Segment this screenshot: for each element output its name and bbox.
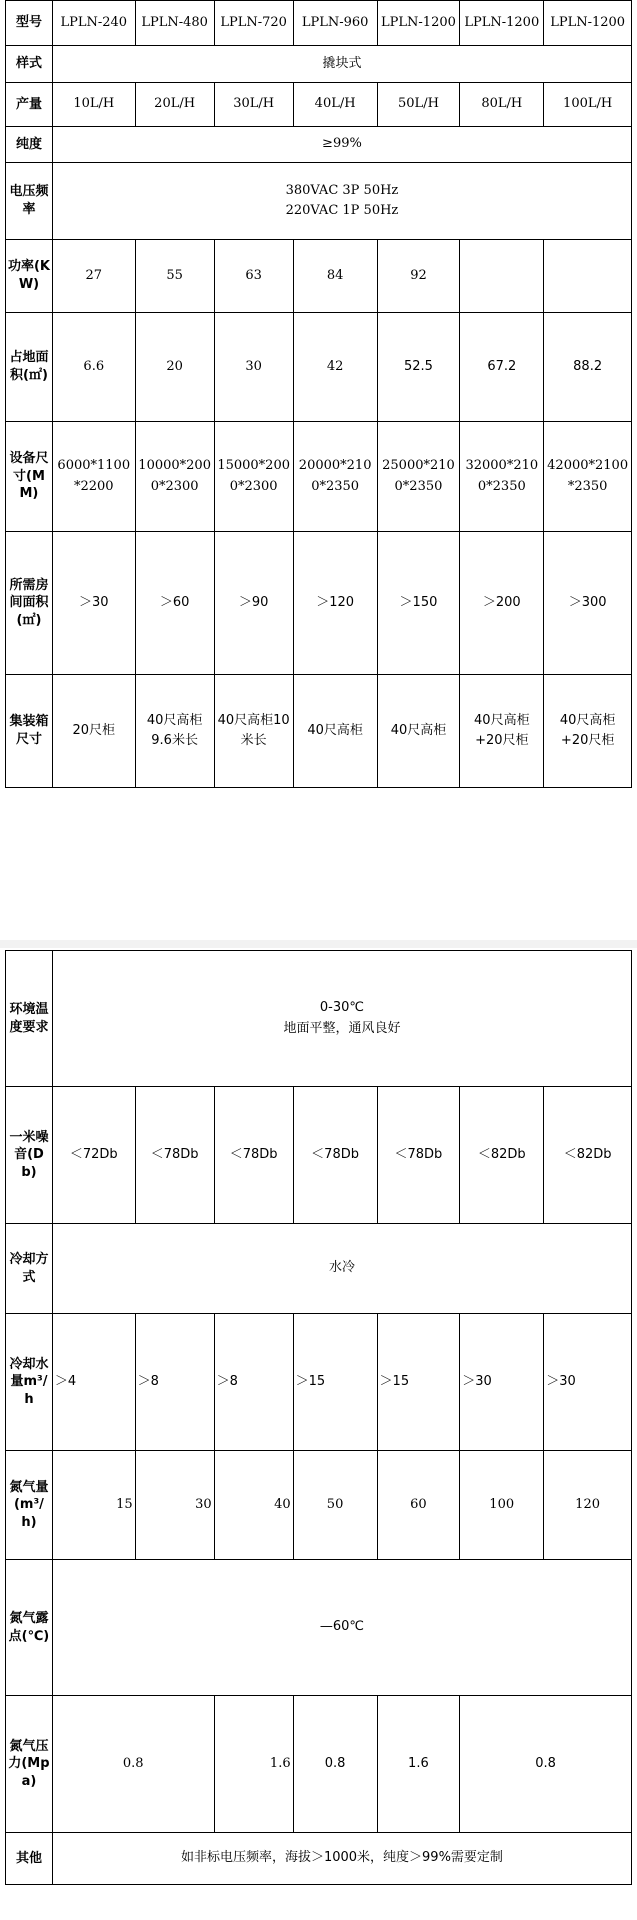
room-area-cell: ＞200 [460, 532, 544, 675]
label-container: 集装箱尺寸 [6, 675, 53, 788]
label-voltage: 电压频率 [6, 163, 53, 240]
nitrogen-pressure-cell: 1.6 [214, 1696, 293, 1833]
row-nitrogen-pressure [6, 1696, 632, 1833]
cooling-water-cell: ＞15 [377, 1314, 460, 1451]
row-room-area [6, 532, 632, 675]
label-dew-point: 氮气露点(℃) [6, 1560, 53, 1696]
output-cell: 10L/H [52, 83, 135, 127]
cooling-water-cell: ＞30 [460, 1314, 544, 1451]
label-dimensions: 设备尺寸(MM) [6, 422, 53, 532]
label-cooling-water: 冷却水量m³/h [6, 1314, 53, 1451]
voltage-line-1: 380VAC 3P 50Hz [285, 182, 399, 198]
power-cell: 92 [377, 240, 460, 313]
noise-cell: ＜72Db [52, 1087, 135, 1224]
area-cell: 42 [293, 313, 377, 422]
environment-line-1: 0-30℃ [319, 1000, 364, 1016]
power-cell [460, 240, 544, 313]
output-cell: 50L/H [377, 83, 460, 127]
label-purity: 纯度 [6, 127, 53, 163]
label-nitrogen-pressure: 氮气压力(Mpa) [6, 1696, 53, 1833]
row-power [6, 240, 632, 313]
label-style: 样式 [6, 46, 53, 83]
model-cell: LPLN-960 [293, 1, 377, 46]
room-area-cell: ＞90 [214, 532, 293, 675]
model-cell: LPLN-1200 [460, 1, 544, 46]
label-power: 功率(KW) [6, 240, 53, 313]
page-break-divider [0, 940, 637, 948]
row-nitrogen-volume [6, 1451, 632, 1560]
container-cell: 40尺高柜+20尺柜 [544, 675, 632, 788]
cooling-method-value: 水冷 [52, 1224, 631, 1314]
row-voltage [6, 163, 632, 240]
noise-cell: ＜82Db [544, 1087, 632, 1224]
nitrogen-volume-cell: 120 [544, 1451, 632, 1560]
dew-point-value: —60℃ [52, 1560, 631, 1696]
label-model: 型号 [6, 1, 53, 46]
room-area-cell: ＞300 [544, 532, 632, 675]
label-output: 产量 [6, 83, 53, 127]
cooling-water-cell: ＞15 [293, 1314, 377, 1451]
model-cell: LPLN-1200 [377, 1, 460, 46]
noise-cell: ＜78Db [377, 1087, 460, 1224]
output-cell: 100L/H [544, 83, 632, 127]
row-dimensions [6, 422, 632, 532]
cooling-water-cell: ＞8 [214, 1314, 293, 1451]
voltage-value [52, 163, 631, 240]
room-area-cell: ＞150 [377, 532, 460, 675]
area-cell: 52.5 [377, 313, 460, 422]
container-cell: 40尺高柜+20尺柜 [460, 675, 544, 788]
area-cell: 30 [214, 313, 293, 422]
row-dew-point [6, 1560, 632, 1696]
cooling-water-cell: ＞30 [544, 1314, 632, 1451]
area-cell: 20 [135, 313, 214, 422]
row-output [6, 83, 632, 127]
purity-value: ≥99% [52, 127, 631, 163]
container-cell: 40尺高柜 [293, 675, 377, 788]
model-cell: LPLN-720 [214, 1, 293, 46]
nitrogen-pressure-cell: 0.8 [52, 1696, 214, 1833]
noise-cell: ＜78Db [135, 1087, 214, 1224]
power-cell: 63 [214, 240, 293, 313]
noise-cell: ＜78Db [293, 1087, 377, 1224]
room-area-cell: ＞30 [52, 532, 135, 675]
environment-value [52, 951, 631, 1087]
label-noise: 一米噪音(Db) [6, 1087, 53, 1224]
label-other: 其他 [6, 1833, 53, 1885]
row-environment [6, 951, 632, 1087]
row-noise [6, 1087, 632, 1224]
room-area-cell: ＞60 [135, 532, 214, 675]
label-environment: 环境温度要求 [6, 951, 53, 1087]
nitrogen-pressure-cell: 0.8 [293, 1696, 377, 1833]
nitrogen-volume-cell: 100 [460, 1451, 544, 1560]
row-other [6, 1833, 632, 1885]
dimension-cell: 15000*2000*2300 [214, 422, 293, 532]
nitrogen-volume-cell: 60 [377, 1451, 460, 1560]
voltage-line-2: 220VAC 1P 50Hz [285, 203, 399, 218]
style-value: 撬块式 [52, 46, 631, 83]
row-style [6, 46, 632, 83]
output-cell: 40L/H [293, 83, 377, 127]
nitrogen-pressure-cell: 0.8 [460, 1696, 632, 1833]
label-nitrogen-volume: 氮气量(m³/h) [6, 1451, 53, 1560]
area-cell: 67.2 [460, 313, 544, 422]
noise-cell: ＜82Db [460, 1087, 544, 1224]
label-area: 占地面积(㎡) [6, 313, 53, 422]
cooling-water-cell: ＞4 [52, 1314, 135, 1451]
model-cell: LPLN-1200 [544, 1, 632, 46]
dimension-cell: 10000*2000*2300 [135, 422, 214, 532]
dimension-cell: 42000*2100*2350 [544, 422, 632, 532]
model-cell: LPLN-480 [135, 1, 214, 46]
dimension-cell: 6000*1100*2200 [52, 422, 135, 532]
container-cell: 40尺高柜10米长 [214, 675, 293, 788]
container-cell: 20尺柜 [52, 675, 135, 788]
model-cell: LPLN-240 [52, 1, 135, 46]
area-cell: 6.6 [52, 313, 135, 422]
power-cell [544, 240, 632, 313]
row-purity [6, 127, 632, 163]
row-cooling-method [6, 1224, 632, 1314]
output-cell: 20L/H [135, 83, 214, 127]
row-container [6, 675, 632, 788]
output-cell: 30L/H [214, 83, 293, 127]
container-cell: 40尺高柜9.6米长 [135, 675, 214, 788]
dimension-cell: 25000*2100*2350 [377, 422, 460, 532]
nitrogen-volume-cell: 15 [52, 1451, 135, 1560]
row-cooling-water [6, 1314, 632, 1451]
row-area [6, 313, 632, 422]
environment-line-2: 地面平整，通风良好 [283, 1020, 401, 1036]
other-value: 如非标电压频率，海拔＞1000米，纯度＞99%需要定制 [52, 1833, 631, 1885]
nitrogen-volume-cell: 30 [135, 1451, 214, 1560]
label-room-area: 所需房间面积(㎡) [6, 532, 53, 675]
row-model [6, 1, 632, 46]
cooling-water-cell: ＞8 [135, 1314, 214, 1451]
power-cell: 55 [135, 240, 214, 313]
spec-table-upper [5, 0, 632, 788]
container-cell: 40尺高柜 [377, 675, 460, 788]
nitrogen-pressure-cell: 1.6 [377, 1696, 460, 1833]
dimension-cell: 20000*2100*2350 [293, 422, 377, 532]
room-area-cell: ＞120 [293, 532, 377, 675]
power-cell: 84 [293, 240, 377, 313]
power-cell: 27 [52, 240, 135, 313]
spec-table-lower [5, 950, 632, 1885]
label-cooling-method: 冷却方式 [6, 1224, 53, 1314]
nitrogen-volume-cell: 40 [214, 1451, 293, 1560]
output-cell: 80L/H [460, 83, 544, 127]
dimension-cell: 32000*2100*2350 [460, 422, 544, 532]
noise-cell: ＜78Db [214, 1087, 293, 1224]
nitrogen-volume-cell: 50 [293, 1451, 377, 1560]
area-cell: 88.2 [544, 313, 632, 422]
